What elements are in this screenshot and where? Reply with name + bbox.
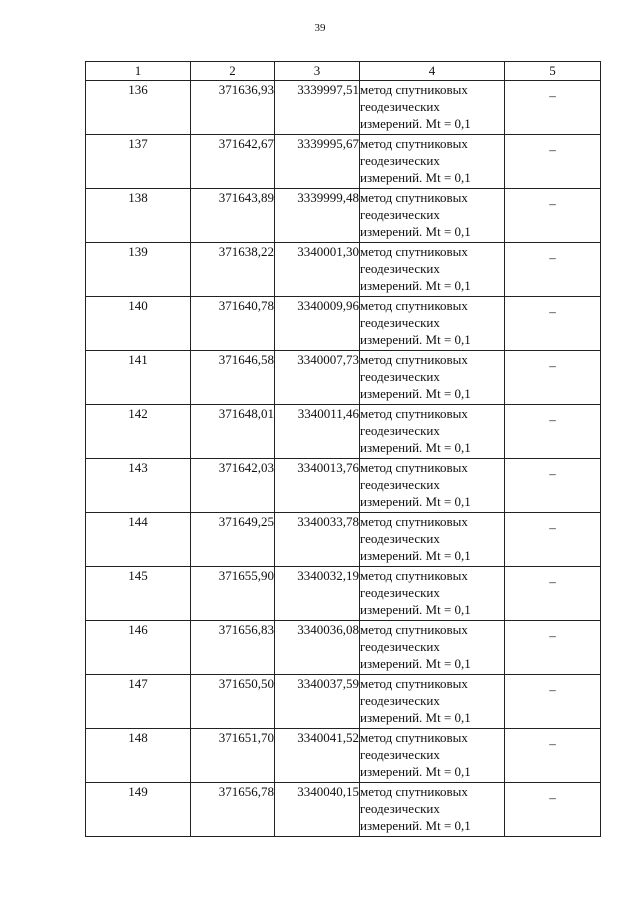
method-cell [360, 729, 505, 783]
coordinates-table [85, 61, 601, 837]
y-coordinate-cell: 3340037,59 [275, 675, 360, 729]
method-line: метод спутниковых [360, 190, 468, 205]
method-line: измерений. Mt = 0,1 [360, 440, 471, 455]
method-line: геодезических [360, 99, 440, 114]
method-cell [360, 459, 505, 513]
method-line: измерений. Mt = 0,1 [360, 494, 471, 509]
note-dash: – [549, 628, 556, 643]
note-cell [505, 135, 601, 189]
x-coordinate-cell: 371651,70 [191, 729, 275, 783]
x-coordinate-cell: 371646,58 [191, 351, 275, 405]
note-cell [505, 405, 601, 459]
method-line: геодезических [360, 477, 440, 492]
point-number-cell: 137 [86, 135, 191, 189]
note-dash: – [549, 88, 556, 103]
method-line: геодезических [360, 531, 440, 546]
point-number-cell: 148 [86, 729, 191, 783]
method-line: измерений. Mt = 0,1 [360, 278, 471, 293]
y-coordinate-cell: 3340009,96 [275, 297, 360, 351]
table-row [86, 405, 601, 459]
note-cell [505, 783, 601, 837]
table-row [86, 297, 601, 351]
y-coordinate-cell: 3339995,67 [275, 135, 360, 189]
note-cell [505, 567, 601, 621]
method-line: метод спутниковых [360, 406, 468, 421]
table-row [86, 135, 601, 189]
table-row [86, 729, 601, 783]
y-coordinate-cell: 3340007,73 [275, 351, 360, 405]
method-line: измерений. Mt = 0,1 [360, 548, 471, 563]
x-coordinate-cell: 371642,03 [191, 459, 275, 513]
method-line: геодезических [360, 153, 440, 168]
y-coordinate-cell: 3340032,19 [275, 567, 360, 621]
method-line: измерений. Mt = 0,1 [360, 332, 471, 347]
method-cell [360, 81, 505, 135]
method-line: метод спутниковых [360, 622, 468, 637]
note-dash: – [549, 250, 556, 265]
y-coordinate-cell: 3339999,48 [275, 189, 360, 243]
point-number-cell: 142 [86, 405, 191, 459]
method-line: измерений. Mt = 0,1 [360, 602, 471, 617]
page-number: 39 [314, 22, 326, 34]
note-cell [505, 729, 601, 783]
method-line: метод спутниковых [360, 298, 468, 313]
table-header-row [86, 62, 601, 81]
point-number-cell: 140 [86, 297, 191, 351]
method-line: метод спутниковых [360, 514, 468, 529]
note-cell [505, 297, 601, 351]
note-cell [505, 621, 601, 675]
method-cell [360, 513, 505, 567]
point-number-cell: 138 [86, 189, 191, 243]
table-row [86, 621, 601, 675]
y-coordinate-cell: 3340011,46 [275, 405, 360, 459]
method-line: метод спутниковых [360, 136, 468, 151]
x-coordinate-cell: 371649,25 [191, 513, 275, 567]
x-coordinate-cell: 371640,78 [191, 297, 275, 351]
note-dash: – [549, 466, 556, 481]
method-cell [360, 405, 505, 459]
method-line: геодезических [360, 423, 440, 438]
method-line: измерений. Mt = 0,1 [360, 170, 471, 185]
note-cell [505, 675, 601, 729]
y-coordinate-cell: 3340041,52 [275, 729, 360, 783]
method-line: геодезических [360, 639, 440, 654]
method-line: геодезических [360, 801, 440, 816]
method-cell [360, 243, 505, 297]
point-number-cell: 144 [86, 513, 191, 567]
method-cell [360, 675, 505, 729]
x-coordinate-cell: 371642,67 [191, 135, 275, 189]
table-body [86, 62, 601, 837]
point-number-cell: 147 [86, 675, 191, 729]
point-number-cell: 149 [86, 783, 191, 837]
table-row [86, 513, 601, 567]
y-coordinate-cell: 3339997,51 [275, 81, 360, 135]
method-line: метод спутниковых [360, 568, 468, 583]
header-cell-4: 4 [360, 62, 505, 81]
note-dash: – [549, 520, 556, 535]
note-cell [505, 513, 601, 567]
note-cell [505, 351, 601, 405]
method-line: измерений. Mt = 0,1 [360, 818, 471, 833]
note-dash: – [549, 574, 556, 589]
note-dash: – [549, 196, 556, 211]
x-coordinate-cell: 371655,90 [191, 567, 275, 621]
point-number-cell: 141 [86, 351, 191, 405]
point-number-cell: 139 [86, 243, 191, 297]
note-dash: – [549, 412, 556, 427]
method-line: метод спутниковых [360, 352, 468, 367]
y-coordinate-cell: 3340036,08 [275, 621, 360, 675]
x-coordinate-cell: 371648,01 [191, 405, 275, 459]
point-number-cell: 143 [86, 459, 191, 513]
y-coordinate-cell: 3340001,30 [275, 243, 360, 297]
table-row [86, 675, 601, 729]
method-cell [360, 189, 505, 243]
table-row [86, 189, 601, 243]
x-coordinate-cell: 371638,22 [191, 243, 275, 297]
method-line: геодезических [360, 693, 440, 708]
x-coordinate-cell: 371636,93 [191, 81, 275, 135]
header-cell-2: 2 [191, 62, 275, 81]
table-row [86, 81, 601, 135]
method-cell [360, 783, 505, 837]
note-dash: – [549, 790, 556, 805]
method-line: геодезических [360, 315, 440, 330]
method-line: метод спутниковых [360, 730, 468, 745]
note-dash: – [549, 142, 556, 157]
method-line: метод спутниковых [360, 460, 468, 475]
point-number-cell: 136 [86, 81, 191, 135]
method-line: метод спутниковых [360, 82, 468, 97]
x-coordinate-cell: 371643,89 [191, 189, 275, 243]
method-line: геодезических [360, 207, 440, 222]
method-cell [360, 621, 505, 675]
method-cell [360, 297, 505, 351]
table-row [86, 351, 601, 405]
method-line: измерений. Mt = 0,1 [360, 116, 471, 131]
table-row [86, 783, 601, 837]
method-line: геодезических [360, 369, 440, 384]
method-line: геодезических [360, 585, 440, 600]
note-cell [505, 189, 601, 243]
method-line: измерений. Mt = 0,1 [360, 710, 471, 725]
y-coordinate-cell: 3340033,78 [275, 513, 360, 567]
header-cell-3: 3 [275, 62, 360, 81]
header-cell-1: 1 [86, 62, 191, 81]
point-number-cell: 146 [86, 621, 191, 675]
x-coordinate-cell: 371650,50 [191, 675, 275, 729]
y-coordinate-cell: 3340013,76 [275, 459, 360, 513]
method-line: измерений. Mt = 0,1 [360, 224, 471, 239]
x-coordinate-cell: 371656,78 [191, 783, 275, 837]
note-cell [505, 459, 601, 513]
method-line: измерений. Mt = 0,1 [360, 656, 471, 671]
method-cell [360, 567, 505, 621]
x-coordinate-cell: 371656,83 [191, 621, 275, 675]
method-line: метод спутниковых [360, 676, 468, 691]
header-cell-5: 5 [505, 62, 601, 81]
note-dash: – [549, 304, 556, 319]
method-line: геодезических [360, 261, 440, 276]
table-row [86, 243, 601, 297]
method-cell [360, 351, 505, 405]
note-cell [505, 243, 601, 297]
y-coordinate-cell: 3340040,15 [275, 783, 360, 837]
method-line: измерений. Mt = 0,1 [360, 764, 471, 779]
note-cell [505, 81, 601, 135]
method-cell [360, 135, 505, 189]
method-line: метод спутниковых [360, 784, 468, 799]
note-dash: – [549, 736, 556, 751]
point-number-cell: 145 [86, 567, 191, 621]
table-row [86, 567, 601, 621]
note-dash: – [549, 682, 556, 697]
method-line: геодезических [360, 747, 440, 762]
method-line: метод спутниковых [360, 244, 468, 259]
note-dash: – [549, 358, 556, 373]
method-line: измерений. Mt = 0,1 [360, 386, 471, 401]
table-row [86, 459, 601, 513]
